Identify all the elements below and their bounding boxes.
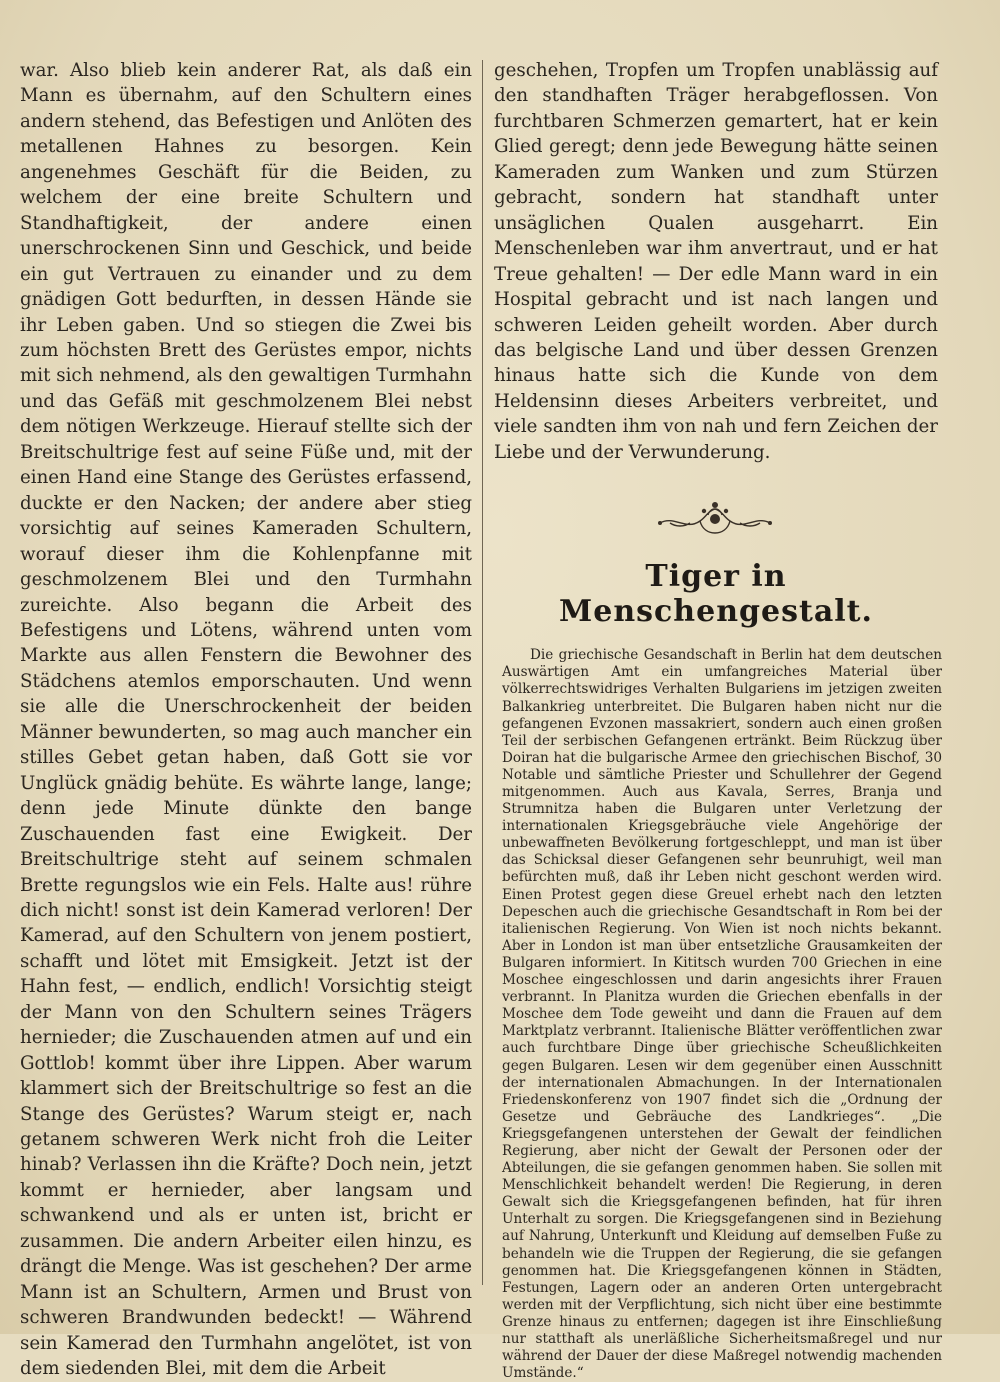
article-body bbox=[502, 647, 942, 1382]
right-column bbox=[494, 58, 942, 1382]
article-paragraph: Die griechische Gesandschaft in Berlin hat dem deutschen Auswärtigen Amt ein umfangreiches Material über völkerrechtswidriges Verhalten Bulgariens im jetzigen zweiten Balkankrieg unterbreitet. Die Bulgaren haben nicht nur die gefangenen Evzonen massakriert, sondern auch einen großen Teil der serbischen Gefangenen ertränkt. Beim Rückzug über Doiran hat die bulgarische Armee den griechischen Bischof, 30 Notable und sämtliche Priester und Schullehrer der Gegend mitgenommen. Auch aus Kavala, Serres, Branja und Strumnitza haben die Bulgaren unter Verletzung der internationalen Kriegsgebräuche viele Angehörige der unbewaffneten Bevölkerung fortgeschleppt, und man ist über das Schicksal dieser Gefangenen sehr beunruhigt, weil man befürchten muß, daß ihr Leben nicht geschont werden wird. Einen Protest gegen diese Greuel erhebt nach den letzten Depeschen auch die griechische Gesandtschaft in Rom bei der italienischen Regierung. Von Wien ist noch nichts bekannt. Aber in London ist man über entsetzliche Grausamkeiten der Bulgaren informiert. In Kititsch wurden 700 Griechen in eine Moschee eingeschlossen und darin angesichts ihrer Frauen verbrannt. In Planitza wurden die Griechen ebenfalls in der Moschee dem Tode geweiht und dann die Frauen auf dem Marktplatz verbrannt. Italienische Blätter veröffentlichen zwar auch furchtbare Dinge über griechische Scheußlichkeiten gegen Bulgaren. Lesen wir dem gegenüber einen Ausschnitt der internationalen Abmachungen. In der Internationalen Friedenskonferenz von 1907 findet sich die „Ordnung der Gesetze und Gebräuche des Landkrieges“. „Die Kriegsgefangenen unterstehen der Gewalt der feindlichen Regierung, aber nicht der Gewalt der Personen oder der Abteilungen, die sie gefangen genommen haben. Sie sollen mit Menschlichkeit behandelt werden! Die Regierung, in deren Gewalt sich die Kriegsgefangenen befinden, hat für ihren Unterhalt zu sorgen. Die Kriegsgefangenen sind in Beziehung auf Nahrung, Unterkunft und Kleidung auf demselben Fuße zu behandeln wie die Truppen der Regierung, die sie gefangen genommen hat. Die Kriegsgefangenen können in Städten, Festungen, Lagern oder an anderen Orten untergebracht werden mit der Verpflichtung, sich nicht über eine bestimmte Grenze hinaus zu entfernen; dagegen ist ihre Einschließung nur statthaft als unerläßliche Sicherheitsmaßregel und nur während der Dauer der diese Maßregel notwendig machenden Umstände.“ bbox=[502, 647, 942, 1382]
column-divider bbox=[482, 60, 483, 1285]
article-title: Tiger in Menschengestalt. bbox=[559, 559, 873, 630]
story-continuation: geschehen, Tropfen um Tropfen unablässig auf den standhaften Träger herabgeflossen. Von furchtbaren Schmerzen gemartert, hat er kein Glied geregt; denn jede Bewegung hätte seinen Kameraden zum Wanken und zum Stürzen gebracht, sondern hat standhaft unter unsäglichen Qualen ausgeharrt. Ein Menschenleben war ihm anvertraut, und er hat Treue gehalten! — Der edle Mann ward in ein Hospital gebracht und ist nach langen und schweren Leiden geheilt worden. Aber durch das belgische Land und über dessen Grenzen hinaus hatte sich die Kunde von dem Heldensinn dieses Arbeiters verbreitet, und viele sandten ihm von nah und fern Zeichen der Liebe und der Verwunderung. bbox=[494, 60, 938, 463]
floral-ornament-icon bbox=[656, 497, 774, 539]
left-column-text: war. Also blieb kein anderer Rat, als daß ein Mann es übernahm, auf den Schultern eines andern stehend, das Befestigen und Anlöten des metallenen Hahnes zu besorgen. Kein angenehmes Geschäft für die Beiden, zu welchem der eine breite Schultern und Standhaftigkeit, der andere einen unerschrockenen Sinn und Geschick, und beide ein gut Vertrauen zu einander und zu dem gnädigen Gott bedurften, in dessen Hände sie ihr Leben gaben. Und so stiegen die Zwei bis zum höchsten Brett des Gerüstes empor, nichts mit sich nehmend, als den gewaltigen Turmhahn und das Gefäß mit geschmolzenem Blei nebst dem nötigen Werkzeuge. Hierauf stellte sich der Breitschultrige fest auf seine Füße und, mit der einen Hand eine Stange des Gerüstes erfassend, duckte er den Nacken; der andere aber stieg vorsichtig auf seines Kameraden Schultern, worauf dieser ihm die Kohlenpfanne mit geschmolzenem Blei und den Turmhahn zureichte. Also begann die Arbeit des Befestigens und Lötens, während unten vom Markte aus allen Fenstern die Bewohner des Städchens atemlos emporschauten. Und wenn sie alle die Unerschrockenheit der beiden Männer bewunderten, so mag auch mancher ein stilles Gebet getan haben, daß Gott sie vor Unglück gnädig behüte. Es währte lange, lange; denn jede Minute dünkte den bange Zuschauenden fast eine Ewigkeit. Der Breitschultrige steht auf seinem schmalen Brette regungslos wie ein Fels. Halte aus! rühre dich nicht! sonst ist dein Kamerad verloren! Der Kamerad, auf den Schultern von jenem postiert, schafft und lötet mit Emsigkeit. Jetzt ist der Hahn fest, — endlich, endlich! Vorsichtig steigt der Mann von den Schultern seines Trägers hernieder; die Zuschauenden atmen auf und ein Gottlob! kommt über ihre Lippen. Aber warum klammert sich der Breitschultrige so fest an die Stange des Gerüstes? Warum steigt er, nach getanem schweren Werk nicht froh die Leiter hinab? Verlassen ihn die Kräfte? Doch nein, jetzt kommt er hernieder, aber langsam und schwankend und als er unten ist, bricht er zusammen. Die andern Arbeiter eilen hinzu, es drängt die Menge. Was ist geschehen? Der arme Mann ist an Schultern, Armen und Brust von schweren Brandwunden bedeckt! — Während sein Kamerad den Turmhahn angelötet, ist von dem siedenden Blei, mit dem die Arbeit bbox=[20, 60, 472, 1380]
left-column bbox=[20, 58, 472, 1382]
